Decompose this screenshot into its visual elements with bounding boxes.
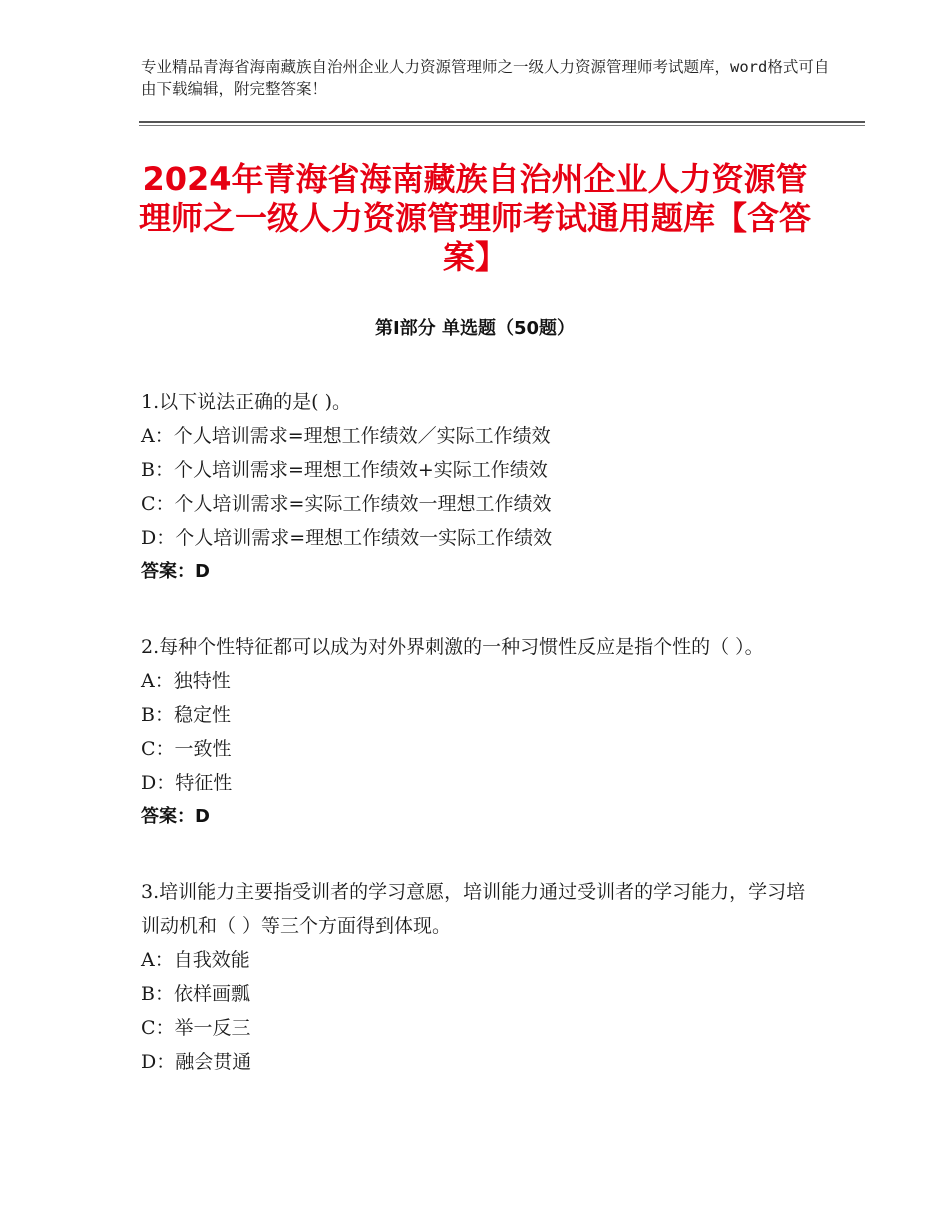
option-c: C：举一反三 xyxy=(141,1017,251,1039)
option-b: B：依样画瓢 xyxy=(141,983,250,1005)
question-list xyxy=(141,385,821,1120)
section-heading: 第Ⅰ部分 单选题（50题） xyxy=(374,318,575,339)
question-1 xyxy=(141,385,821,589)
question-stem: 1.以下说法正确的是( )。 xyxy=(141,391,351,413)
answer: 答案：D xyxy=(141,561,210,582)
document-title: 2024年青海省海南藏族自治州企业人力资源管理师之一级人力资源管理师考试通用题库【含答案】 xyxy=(138,160,811,276)
option-a: A：独特性 xyxy=(141,670,231,692)
header-note: 专业精品青海省海南藏族自治州企业人力资源管理师之一级人力资源管理师考试题库，word格式可自由下载编辑，附完整答案！ xyxy=(141,58,830,98)
option-c: C：个人培训需求=实际工作绩效一理想工作绩效 xyxy=(141,493,552,515)
option-d: D：个人培训需求=理想工作绩效一实际工作绩效 xyxy=(141,527,553,549)
question-stem: 3.培训能力主要指受训者的学习意愿，培训能力通过受训者的学习能力，学习培训动机和（ ）等三个方面得到体现。 xyxy=(141,881,806,937)
header-rule-thick xyxy=(139,121,865,123)
question-stem: 2.每种个性特征都可以成为对外界刺激的一种习惯性反应是指个性的（ ）。 xyxy=(141,636,764,658)
question-2 xyxy=(141,630,821,834)
header-rule-thin xyxy=(139,125,865,126)
option-b: B：个人培训需求=理想工作绩效+实际工作绩效 xyxy=(141,459,548,481)
answer: 答案：D xyxy=(141,806,210,827)
option-c: C：一致性 xyxy=(141,738,232,760)
option-a: A：自我效能 xyxy=(141,949,250,971)
option-a: A：个人培训需求=理想工作绩效／实际工作绩效 xyxy=(141,425,551,447)
option-d: D：特征性 xyxy=(141,772,233,794)
question-3 xyxy=(141,875,821,1079)
option-b: B：稳定性 xyxy=(141,704,231,726)
option-d: D：融会贯通 xyxy=(141,1051,252,1073)
